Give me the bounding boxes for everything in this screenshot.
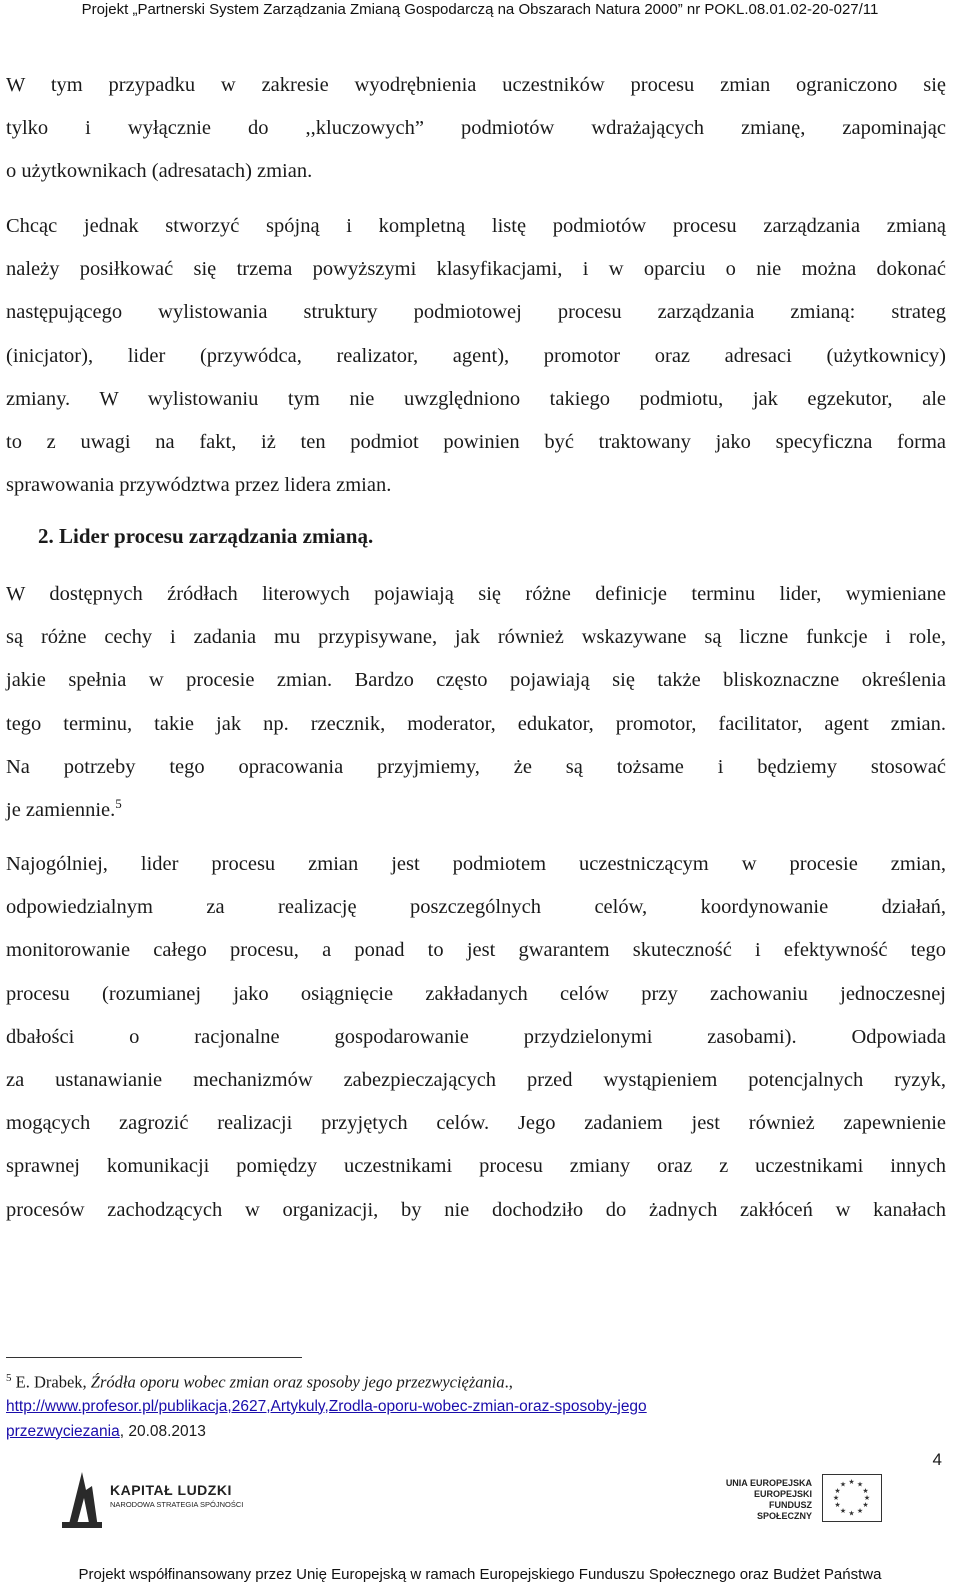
text-line: Najogólniej, lider procesu zmian jest podmiotem uczestniczącym w procesie zmian, <box>6 853 946 875</box>
text-line: sprawnej komunikacji pomiędzy uczestnikami procesu zmiany oraz z uczestnikami innych <box>6 1155 946 1178</box>
text-fragment: je zamiennie. <box>6 799 116 822</box>
footnote-title: Źródła oporu wobec zmian oraz sposoby jego przezwyciężania <box>90 1372 505 1392</box>
text-line: monitorowanie całego procesu, a ponad to jest gwarantem skuteczność i efektywność tego <box>6 939 946 962</box>
svg-text:★: ★ <box>834 1501 841 1509</box>
text-line: to z uwagi na fakt, iż ten podmiot powinien być traktowany jako specyficzna forma <box>6 431 946 454</box>
kapital-ludzki-emblem-icon <box>62 1468 108 1530</box>
footnote-reference[interactable]: 5 <box>115 796 122 812</box>
text-line: W tym przypadku w zakresie wyodrębnienia uczestników procesu zmian ograniczono się <box>6 74 946 96</box>
text-line: W dostępnych źródłach literowych pojawiają się różne definicje terminu lider, wymieniane <box>6 583 946 605</box>
text-line: tylko i wyłącznie do ,,kluczowych” podmiotów wdrażających zmianę, zapominając <box>6 117 946 140</box>
paragraph-leader-role <box>6 843 946 1232</box>
text-line: należy posiłkować się trzema powyższymi klasyfikacjami, i w oparciu o nie można dokonać <box>6 258 946 281</box>
svg-text:★: ★ <box>832 1494 840 1502</box>
svg-text:★: ★ <box>856 1480 864 1489</box>
page-footer: Projekt współfinansowany przez Unię Europejską w ramach Europejskiego Funduszu Społecznego oraz Budżet Państwa <box>78 1566 882 1583</box>
text-line: tego terminu, takie jak np. rzecznik, moderator, edukator, promotor, facilitator, agent zmian. <box>6 712 946 735</box>
svg-text:★: ★ <box>839 1507 847 1515</box>
eu-logo-line1: UNIA EUROPEJSKA <box>725 1478 812 1488</box>
svg-text:★: ★ <box>848 1509 855 1518</box>
text-line <box>6 789 946 832</box>
footnote <box>6 1366 946 1444</box>
page-header: Projekt „Partnerski System Zarządzania Zmianą Gospodarczą na Obszarach Natura 2000” nr POKL.08.01.02-20-027/11 <box>81 1 879 18</box>
eu-logo-text <box>712 1478 812 1522</box>
text-line: jakie spełnia w procesie zmian. Bardzo często pojawiają się także bliskoznaczne określenia <box>6 669 946 692</box>
text-line: odpowiedzialnym za realizację poszczególnych celów, koordynowanie działań, <box>6 896 946 919</box>
text-line: procesu (rozumianej jako osiągnięcie zakładanych celów przy zachowaniu jednoczesnej <box>6 982 946 1005</box>
kapital-ludzki-logo <box>62 1468 262 1530</box>
eu-flag-icon <box>822 1474 882 1522</box>
text-line: (inicjator), lider (przywódca, realizator, agent), promotor oraz adresaci (użytkownicy) <box>6 344 946 367</box>
kapital-ludzki-subtitle: NARODOWA STRATEGIA SPÓJNOŚCI <box>110 1500 244 1509</box>
footnote-number: 5 <box>6 1372 12 1384</box>
text-line: procesów zachodzących w organizacji, by nie dochodziło do żadnych zakłóceń w kanałach <box>6 1198 946 1221</box>
svg-text:★: ★ <box>839 1480 847 1489</box>
svg-text:★: ★ <box>862 1501 869 1509</box>
section-heading: 2. Lider procesu zarządzania zmianą. <box>38 524 374 548</box>
text-line: o użytkownikach (adresatach) zmian. <box>6 160 313 183</box>
footnote-link-continued[interactable]: przezwyciezania <box>6 1422 120 1440</box>
eu-logo-line3: FUNDUSZ SPOŁECZNY <box>756 1500 812 1521</box>
footnote-separator: ., <box>504 1372 513 1392</box>
svg-text:★: ★ <box>856 1507 864 1515</box>
text-line: następującego wylistowania struktury podmiotowej procesu zarządzania zmianą: strateg <box>6 301 946 324</box>
svg-text:★: ★ <box>863 1494 871 1502</box>
footnote-author: E. Drabek, <box>15 1372 91 1392</box>
page-number: 4 <box>932 1450 942 1469</box>
paragraph-leader-definitions <box>6 573 946 832</box>
svg-text:★: ★ <box>834 1487 841 1495</box>
footnote-date: , 20.08.2013 <box>119 1422 206 1440</box>
eu-social-fund-logo <box>712 1474 902 1530</box>
paragraph-subject-structure <box>6 205 946 507</box>
text-line: za ustanawianie mechanizmów zabezpieczających przed wystąpieniem potencjalnych ryzyk, <box>6 1069 946 1092</box>
footnote-divider <box>6 1357 302 1358</box>
text-line: są różne cechy i zadania mu przypisywane, jak również wskazywane są liczne funkcje i role, <box>6 626 946 649</box>
text-line: sprawowania przywództwa przez lidera zmian. <box>6 474 392 497</box>
text-line: zmiany. W wylistowaniu tym nie uwzględniono takiego podmiotu, jak egzekutor, ale <box>6 387 946 410</box>
text-line: dbałości o racjonalne gospodarowanie przydzielonymi zasobami). Odpowiada <box>6 1025 946 1048</box>
text-line: Na potrzeby tego opracowania przyjmiemy, że są tożsame i będziemy stosować <box>6 755 946 778</box>
footnote-link[interactable]: http://www.profesor.pl/publikacja,2627,Artykuly,Zrodla-oporu-wobec-zmian-oraz-sposoby-jego <box>6 1397 647 1415</box>
eu-logo-line2: EUROPEJSKI <box>753 1489 812 1499</box>
text-line: Chcąc jednak stworzyć spójną i kompletną listę podmiotów procesu zarządzania zmianą <box>6 215 946 237</box>
kapital-ludzki-title: KAPITAŁ LUDZKI <box>110 1482 232 1498</box>
svg-text:★: ★ <box>848 1478 855 1486</box>
svg-text:★: ★ <box>862 1487 869 1495</box>
text-line: mogących zagrozić realizacji przyjętych celów. Jego zadaniem jest również zapewnienie <box>6 1112 946 1135</box>
paragraph-participants <box>6 64 946 194</box>
kapital-ludzki-text <box>110 1482 243 1509</box>
